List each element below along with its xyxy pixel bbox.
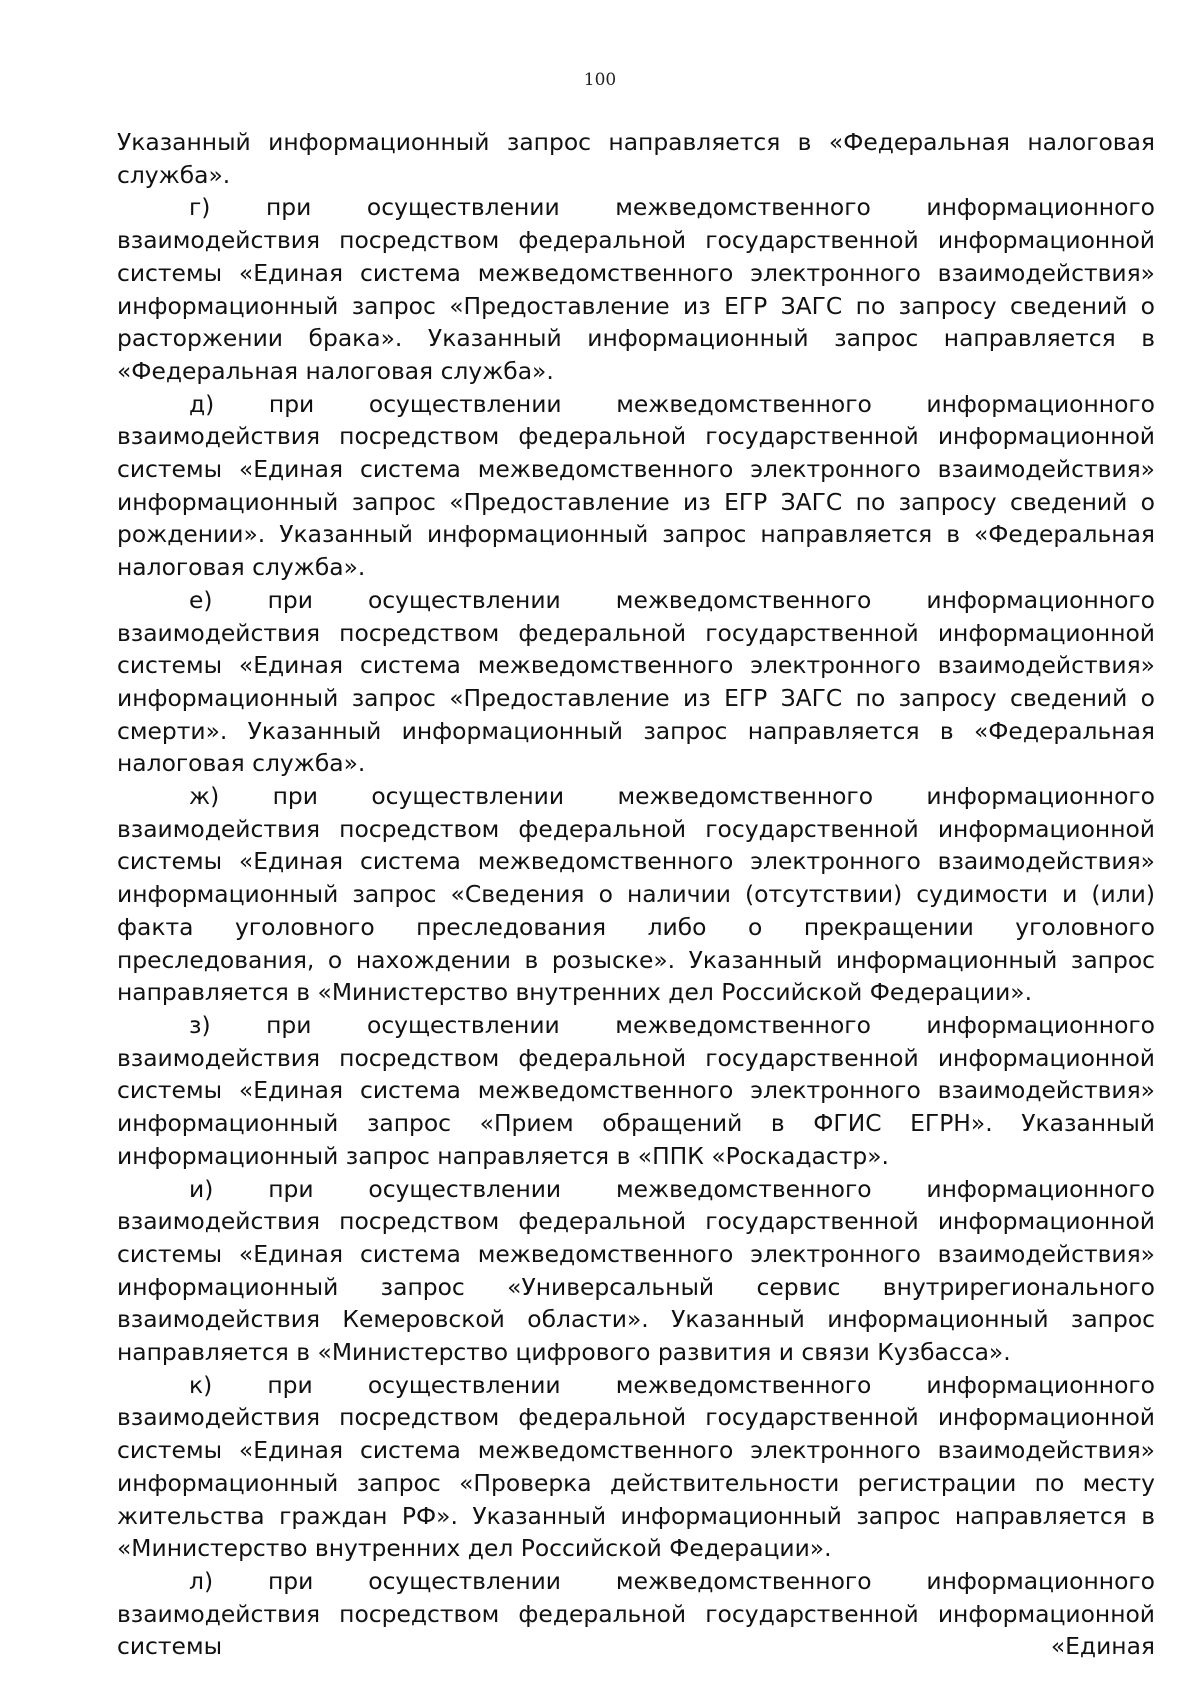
paragraph-continuation: Указанный информационный запрос направляется в «Федеральная налоговая служба». [117, 128, 1155, 189]
paragraph-item-l: л) при осуществлении межведомственного информационного взаимодействия посредством федеральной государственной информационной системы «Единая [117, 1566, 1155, 1661]
document-body [117, 126, 1155, 1663]
paragraph-item-g: г) при осуществлении межведомственного информационного взаимодействия посредством федеральной государственной информационной системы «Единая система межведомственного электронного взаимодействия» информационный запрос «Предоставление из ЕГР ЗАГС по запросу сведений о расторжении брака». Указанный информационный запрос направляется в «Федеральная налоговая служба». [117, 193, 1155, 385]
paragraph-item-d: д) при осуществлении межведомственного информационного взаимодействия посредством федеральной государственной информационной системы «Единая система межведомственного электронного взаимодействия» информационный запрос «Предоставление из ЕГР ЗАГС по запросу сведений о рождении». Указанный информационный запрос направляется в «Федеральная налоговая служба». [117, 389, 1155, 582]
paragraph-item-z: з) при осуществлении межведомственного информационного взаимодействия посредством федеральной государственной информационной системы «Единая система межведомственного электронного взаимодействия» информационный запрос «Прием обращений в ФГИС ЕГРН». Указанный информационный запрос направляется в «ППК «Роскадастр». [117, 1010, 1155, 1170]
paragraph-item-e: е) при осуществлении межведомственного информационного взаимодействия посредством федеральной государственной информационной системы «Единая система межведомственного электронного взаимодействия» информационный запрос «Предоставление из ЕГР ЗАГС по запросу сведений о смерти». Указанный информационный запрос направляется в «Федеральная налоговая служба». [117, 585, 1155, 778]
paragraph-item-k: к) при осуществлении межведомственного информационного взаимодействия посредством федеральной государственной информационной системы «Единая система межведомственного электронного взаимодействия» информационный запрос «Проверка действительности регистрации по месту жительства граждан РФ». Указанный информационный запрос направляется в «Министерство внутренних дел Российской Федерации». [117, 1370, 1155, 1563]
page-number: 100 [583, 70, 617, 90]
paragraph-item-zh: ж) при осуществлении межведомственного информационного взаимодействия посредством федеральной государственной информационной системы «Единая система межведомственного электронного взаимодействия» информационный запрос «Сведения о наличии (отсутствии) судимости и (или) факта уголовного преследования либо о прекращении уголовного преследования, о нахождении в розыске». Указанный информационный запрос направляется в «Министерство внутренних дел Российской Федерации». [117, 782, 1155, 1007]
paragraph-item-i: и) при осуществлении межведомственного информационного взаимодействия посредством федеральной государственной информационной системы «Единая система межведомственного электронного взаимодействия» информационный запрос «Универсальный сервис внутрирегионального взаимодействия Кемеровской области». Указанный информационный запрос направляется в «Министерство цифрового развития и связи Кузбасса». [117, 1174, 1155, 1367]
